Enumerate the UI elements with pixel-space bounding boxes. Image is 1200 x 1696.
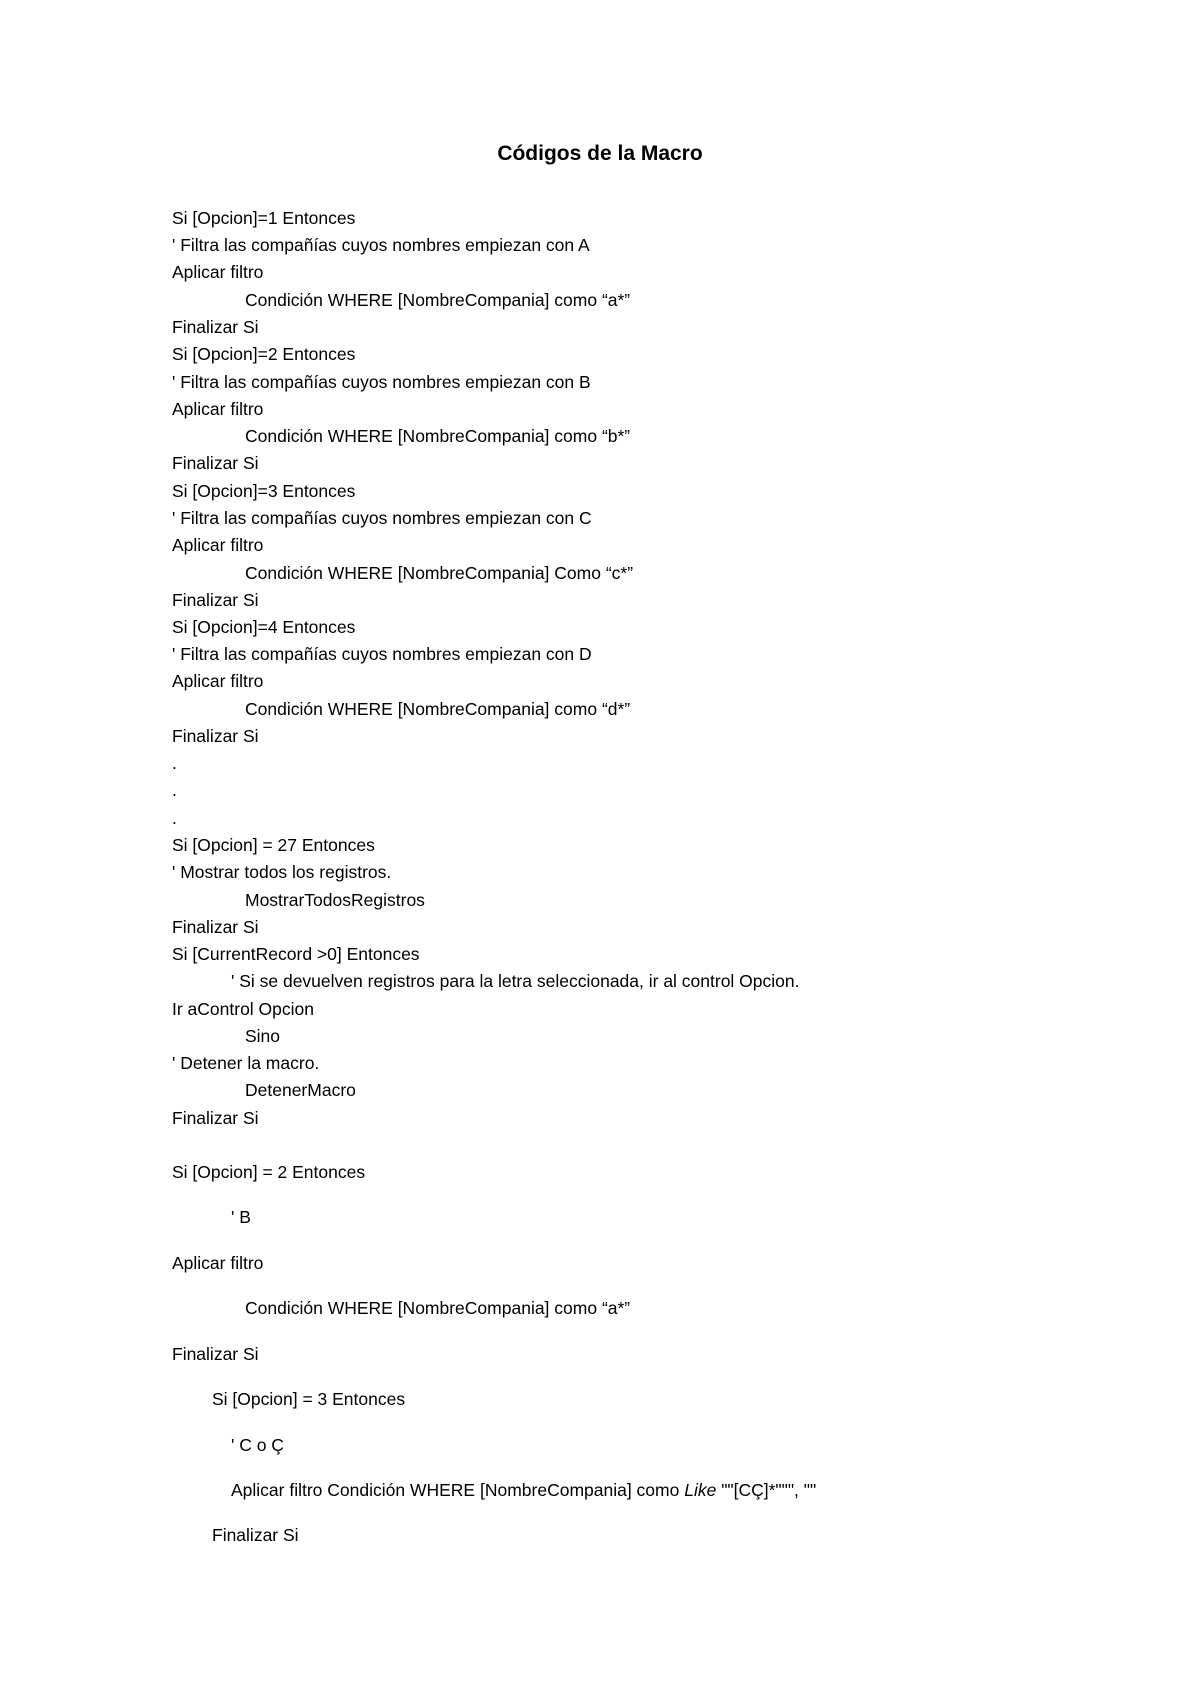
code-segment: Aplicar filtro Condición WHERE [NombreCompania] como [231,1480,685,1500]
code-line: . [172,780,177,800]
code-line: Si [Opcion] = 3 Entonces [212,1389,406,1409]
code-line: Si [Opcion]=4 Entonces [172,617,356,637]
code-line: ' Mostrar todos los registros. [172,862,392,882]
code-line: Si [Opcion]=3 Entonces [172,481,356,501]
code-line: Finalizar Si [172,726,259,746]
code-line: Aplicar filtro [172,1253,264,1273]
document-title: Códigos de la Macro [497,142,703,165]
code-line: Aplicar filtro [172,671,264,691]
code-line: ' C o Ç [231,1435,284,1455]
code-segment: ""[CÇ]*""", "" [716,1480,817,1500]
code-line: Condición WHERE [NombreCompania] como “a*” [245,1298,631,1318]
code-line: Si [Opcion] = 27 Entonces [172,835,375,855]
code-line: ' Si se devuelven registros para la letra seleccionada, ir al control Opcion. [231,971,800,991]
code-line: Condición WHERE [NombreCompania] como “d*” [245,699,631,719]
code-line: Finalizar Si [172,1344,259,1364]
code-line: Finalizar Si [172,453,259,473]
code-line: Si [Opcion]=1 Entonces [172,208,356,228]
code-line: Condición WHERE [NombreCompania] como “a*” [245,290,631,310]
code-line: Aplicar filtro [172,399,264,419]
code-segment-italic: Like [684,1480,717,1500]
code-line: Aplicar filtro [172,262,264,282]
code-line: MostrarTodosRegistros [245,890,425,910]
code-line: Finalizar Si [172,317,259,337]
code-line: ' Filtra las compañías cuyos nombres empiezan con A [172,235,590,255]
code-line: Finalizar Si [212,1525,299,1545]
code-line: Si [Opcion] = 2 Entonces [172,1162,366,1182]
code-line: Sino [245,1026,281,1046]
code-line: Ir aControl Opcion [172,999,315,1019]
code-line: . [172,808,177,828]
code-line: Aplicar filtro [172,535,264,555]
code-line: ' B [231,1207,251,1227]
code-line: ' Filtra las compañías cuyos nombres empiezan con C [172,508,592,528]
code-line: Condición WHERE [NombreCompania] como “b*” [245,426,631,446]
code-line: Finalizar Si [172,917,259,937]
code-line-like [231,1479,816,1501]
code-line: Condición WHERE [NombreCompania] Como “c*” [245,563,634,583]
code-line: Finalizar Si [172,590,259,610]
code-line: DetenerMacro [245,1080,356,1100]
code-line: Finalizar Si [172,1108,259,1128]
code-line: Si [Opcion]=2 Entonces [172,344,356,364]
code-line: . [172,753,177,773]
code-line: ' Filtra las compañías cuyos nombres empiezan con B [172,372,591,392]
code-line: ' Detener la macro. [172,1053,320,1073]
code-line: ' Filtra las compañías cuyos nombres empiezan con D [172,644,592,664]
code-line: Si [CurrentRecord >0] Entonces [172,944,420,964]
